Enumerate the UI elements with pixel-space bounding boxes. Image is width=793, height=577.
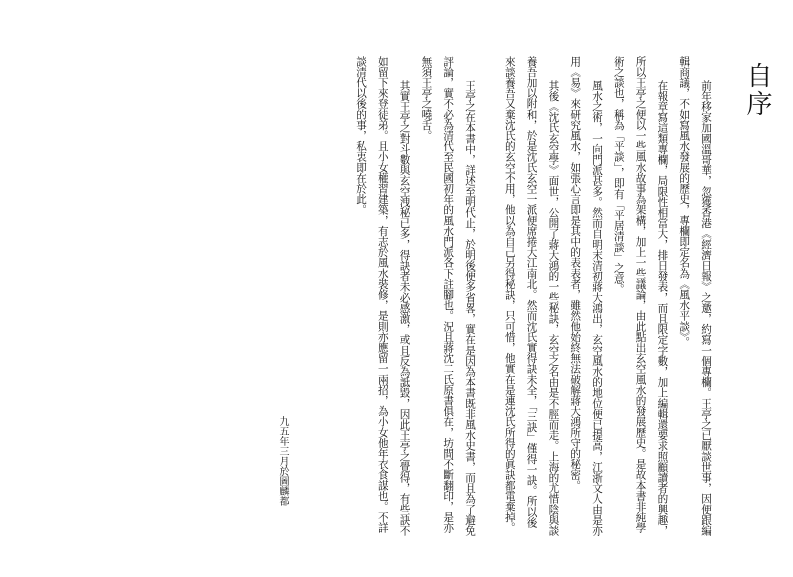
- text-column: 如留下來登徒弟。且小女權習建築，有志於風水裝修，是則亦應留一兩招，為小女他年衣食謀也。不詳: [376, 56, 389, 533]
- text-column: 風水之術，一向門派甚多。然而自明末清初蔣大鴻出，玄空風水的地位便已提高，江浙文人由是亦: [591, 79, 603, 536]
- text-column: 談清代以後的事，私衷即在於此。: [355, 56, 367, 215]
- text-column: 養吾加以附和，於是沈氏玄空一派便席捲大江南北。然而沈氏實得訣未全，「三訣」僅得一訣。所以後: [525, 56, 538, 528]
- text-column: 王亭之在本書中，詳述至明代止，於明後便多省畧，實在是因為本書既非風水史書，而且為了避免: [464, 79, 476, 536]
- text-column: 來談養吾又棄沈氏的玄空不用，他以為自己另得秘訣，只可惜，他實在是連沈氏所得的眞訣都電棄掉。: [503, 56, 516, 533]
- text-column: 輯商議，不如寫風水發展的歷史，專欄即定名為《風水平談》。: [678, 56, 691, 348]
- text-column: 評論，實不必為清代至民國初年的風水門派各下註腳也。況且蔣沈二氏原書俱在，坊間不斷翻印，是亦: [442, 56, 455, 533]
- text-column: 在報章寫這類專欄，局限性相當大，排日發表，而且限定字數，加上編輯還要求照顧讀者的興趣，: [656, 79, 669, 536]
- text-column: 前年移家加國溫哥華，忽獲香港《經濟日報》之邀，約寫一個專欄。王亭之已厭談世事，因便跟編: [700, 79, 712, 536]
- text-column: 其後《沈氏玄空學》面世，公開了蔣大鴻的一些秘訣，玄空之名由是不脛而走。上海的尤惜陰與談: [547, 79, 560, 536]
- text-column: 無須王亭之嘵舌。: [420, 56, 433, 141]
- signature-date: 九五年三月於圖麟都: [277, 416, 288, 506]
- text-column: 術之談也，稱為「平談」，即有「平居清談」之意。: [612, 56, 625, 295]
- text-column: 所以王亭之便以一些風水故事為架構，加上一些議論，由此點出玄空風水的發展歷史。是故本書非純學: [634, 56, 647, 533]
- page-title: 自序: [742, 62, 772, 118]
- text-column: 用《易》來研究風水，如張心言即是其中的表表者，雖然他始終無法破解蔣大鴻所守的秘密。: [569, 56, 582, 491]
- text-column: 其實王亭之對斗數與玄空洩秘已多，得訣者未必感激，或且反為詆毀，因此王亭之覺得，有些訣不: [398, 79, 411, 536]
